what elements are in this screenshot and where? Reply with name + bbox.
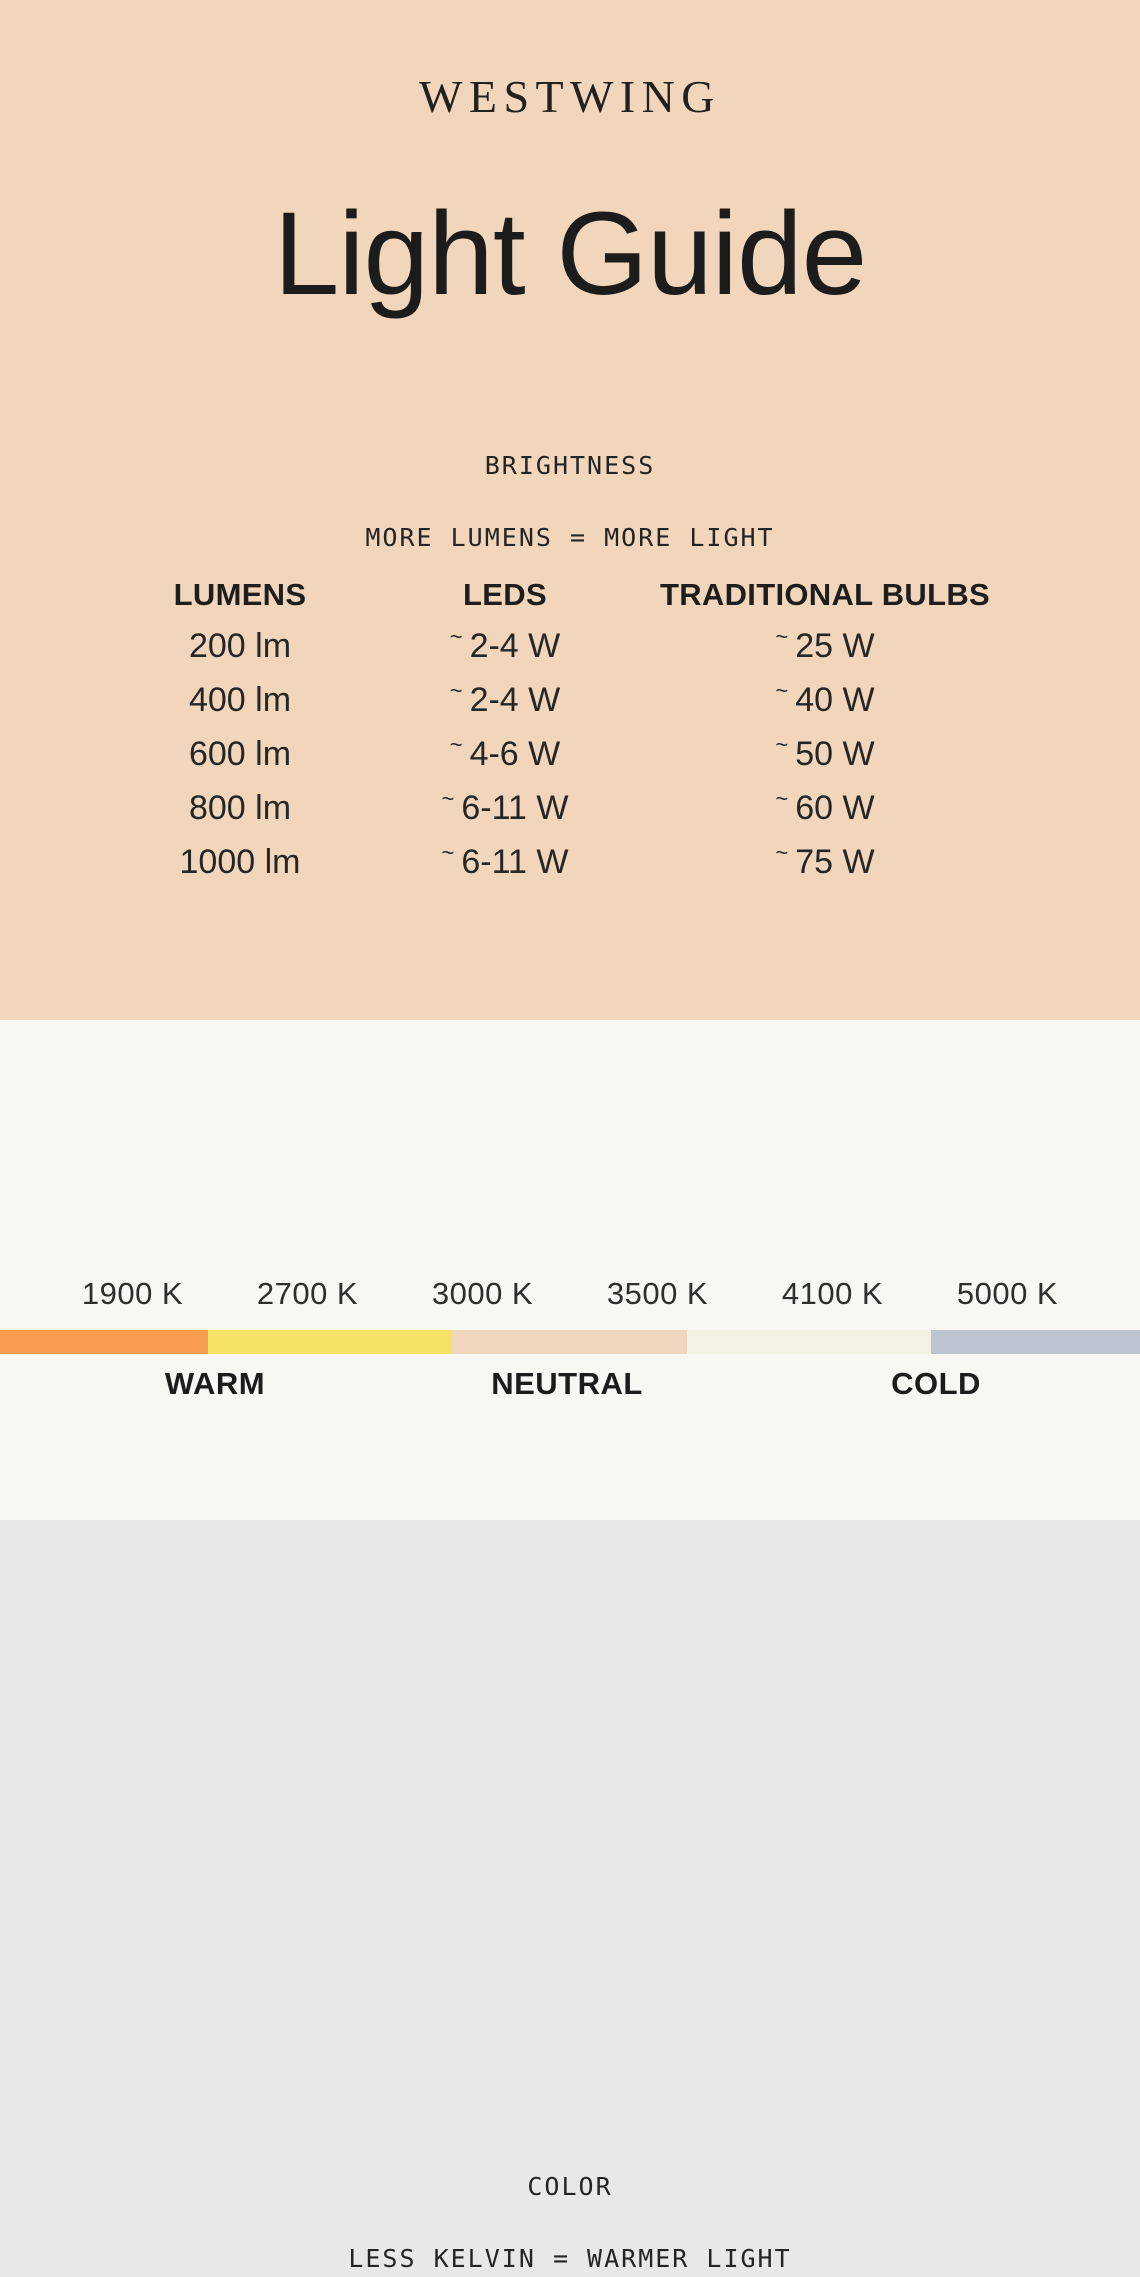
bulb-watt-value: 25 W (795, 626, 875, 665)
approx-tilde: ~ (775, 840, 789, 865)
approx-tilde: ~ (775, 786, 789, 811)
approx-tilde: ~ (441, 840, 455, 865)
table-cell-bulbs (660, 781, 990, 835)
approx-tilde: ~ (441, 786, 455, 811)
bulb-watt-value: 40 W (795, 680, 875, 719)
bulb-watt-value: 75 W (795, 842, 875, 881)
table-cell-leds (350, 727, 660, 781)
brightness-section (0, 0, 1140, 1020)
kelvin-color-scale-bar (0, 1330, 1140, 1354)
column-header-lumens: LUMENS (173, 577, 307, 612)
table-cell-bulbs (660, 619, 990, 673)
zone-label-warm: WARM (164, 1366, 266, 1401)
lumens-table (130, 565, 990, 889)
kelvin-scale-segment-cold-bluegray (931, 1330, 1140, 1354)
table-cell-leds (350, 673, 660, 727)
approx-tilde: ~ (449, 678, 463, 703)
color-heading-line1: COLOR (527, 2172, 613, 2201)
brightness-heading-line1: BRIGHTNESS (484, 451, 656, 480)
led-watt-value: 4-6 W (469, 734, 561, 773)
bulb-watt-value: 50 W (795, 734, 875, 773)
kelvin-scale-segment-warm-orange (0, 1330, 208, 1354)
led-watt-value: 6-11 W (461, 788, 569, 827)
approx-tilde: ~ (449, 732, 463, 757)
table-cell-lumens: 600 lm (188, 734, 292, 773)
table-cell-leds (350, 781, 660, 835)
bulb-watt-value: 60 W (795, 788, 875, 827)
brightness-heading (0, 448, 1140, 556)
temperature-zone-labels (0, 1366, 1140, 1406)
zone-label-neutral: NEUTRAL (491, 1366, 643, 1401)
table-cell-bulbs (660, 673, 990, 727)
brand-logo: WESTWING (419, 71, 721, 122)
table-cell-leds (350, 619, 660, 673)
led-watt-value: 6-11 W (461, 842, 569, 881)
kelvin-scale-segment-neutral-peach (452, 1330, 687, 1354)
table-cell-leds (350, 835, 660, 889)
table-cell-lumens: 200 lm (188, 626, 292, 665)
kelvin-scale-segment-warm-yellow (208, 1330, 452, 1354)
zone-label-cold: COLD (891, 1366, 981, 1401)
approx-tilde: ~ (775, 678, 789, 703)
kelvin-label: 5000 K (956, 1276, 1059, 1311)
page-title: Light Guide (273, 188, 867, 320)
kelvin-label: 2700 K (256, 1276, 359, 1311)
table-cell-lumens: 800 lm (188, 788, 292, 827)
led-watt-value: 2-4 W (469, 626, 561, 665)
approx-tilde: ~ (775, 624, 789, 649)
kelvin-scale-segment-neutral-cream (687, 1330, 931, 1354)
brightness-heading-line2: MORE LUMENS = MORE LIGHT (365, 523, 775, 552)
kelvin-label: 3000 K (431, 1276, 534, 1311)
approx-tilde: ~ (775, 732, 789, 757)
column-header-traditional-bulbs: TRADITIONAL BULBS (660, 577, 991, 612)
color-heading-line2: LESS KELVIN = WARMER LIGHT (348, 2244, 792, 2273)
table-cell-lumens: 400 lm (188, 680, 292, 719)
kelvin-label: 4100 K (781, 1276, 884, 1311)
table-cell-lumens: 1000 lm (179, 842, 301, 881)
column-header-leds: LEDS (463, 577, 547, 612)
table-cell-bulbs (660, 727, 990, 781)
color-temperature-section (0, 1020, 1140, 2273)
led-watt-value: 2-4 W (469, 680, 561, 719)
kelvin-label: 3500 K (606, 1276, 709, 1311)
table-cell-bulbs (660, 835, 990, 889)
approx-tilde: ~ (449, 624, 463, 649)
kelvin-label: 1900 K (81, 1276, 184, 1311)
color-heading (0, 2169, 1140, 2277)
kelvin-scale-labels (0, 1276, 1140, 1316)
